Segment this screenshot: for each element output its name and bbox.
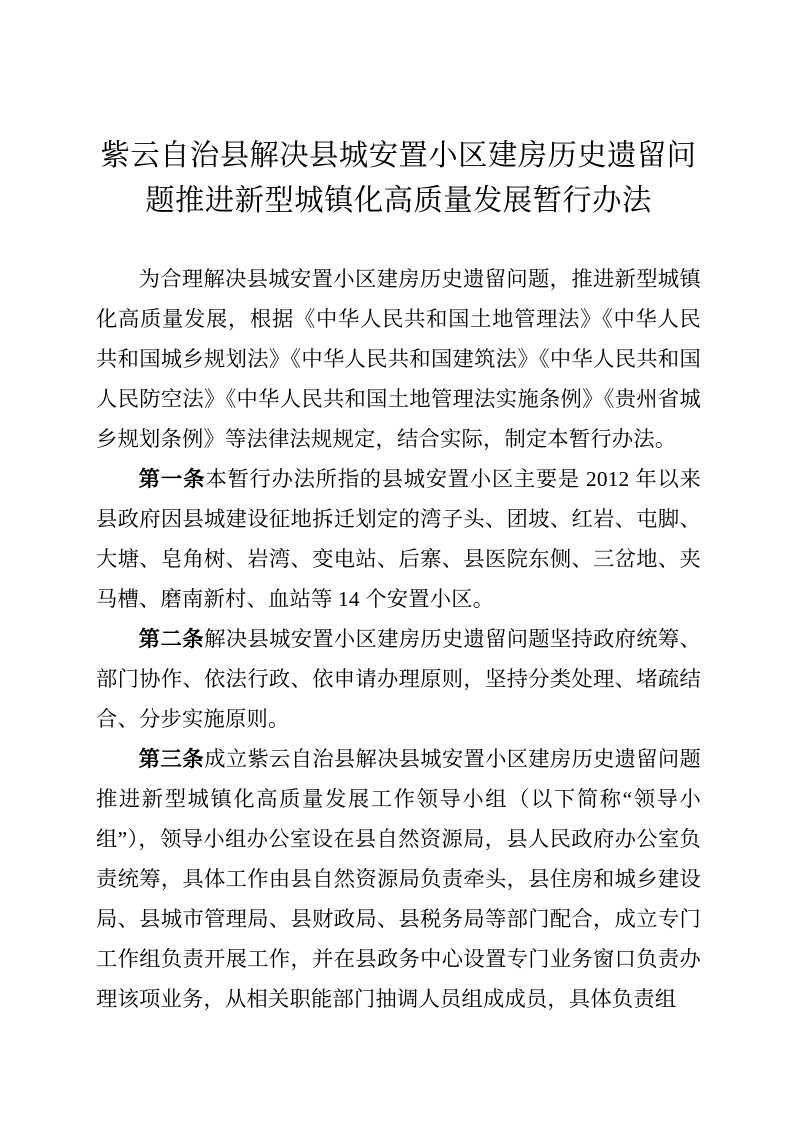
article-3-label: 第三条 [138,747,205,771]
paragraph-text: 成立紫云自治县解决县城安置小区建房历史遗留问题推进新型城镇化高质量发展工作领导小组（以下简称“领导小组”），领导小组办公室设在县自然资源局，县人民政府办公室负责统筹，具体工作由县自然资源局负责牵头，县住房和城乡建设局、县城市管理局、县财政局、县税务局等部门配合，成立专门工作组负责开展工作，并在县政务中心设置专门业务窗口负责办理该项业务，从相关职能部门抽调人员组成成员，具体负责组 [96,747,701,1011]
article-1-paragraph [96,459,701,619]
article-2-paragraph [96,619,701,739]
intro-paragraph [96,259,701,459]
paragraph-text: 解决县城安置小区建房历史遗留问题坚持政府统筹、部门协作、依法行政、依申请办理原则，坚持分类处理、堵疏结合、分步实施原则。 [96,627,701,731]
document-title: 紫云自治县解决县城安置小区建房历史遗留问题推进新型城镇化高质量发展暂行办法 [100,140,697,217]
article-3-paragraph [96,739,701,1019]
paragraph-text: 本暂行办法所指的县城安置小区主要是 2012 年以来县政府因县城建设征地拆迁划定的湾子头、团坡、红岩、屯脚、大塘、皂角树、岩湾、变电站、后寨、县医院东侧、三岔地、夹马槽、磨南新村、血站等 14 个安置小区。 [96,467,701,611]
paragraph-text: 为合理解决县城安置小区建房历史遗留问题，推进新型城镇化高质量发展，根据《中华人民共和国土地管理法》《中华人民共和国城乡规划法》《中华人民共和国建筑法》《中华人民共和国人民防空法》《中华人民共和国土地管理法实施条例》《贵州省城乡规划条例》等法律法规规定，结合实际，制定本暂行办法。 [96,267,701,451]
article-1-label: 第一条 [138,467,206,491]
article-2-label: 第二条 [138,627,205,651]
